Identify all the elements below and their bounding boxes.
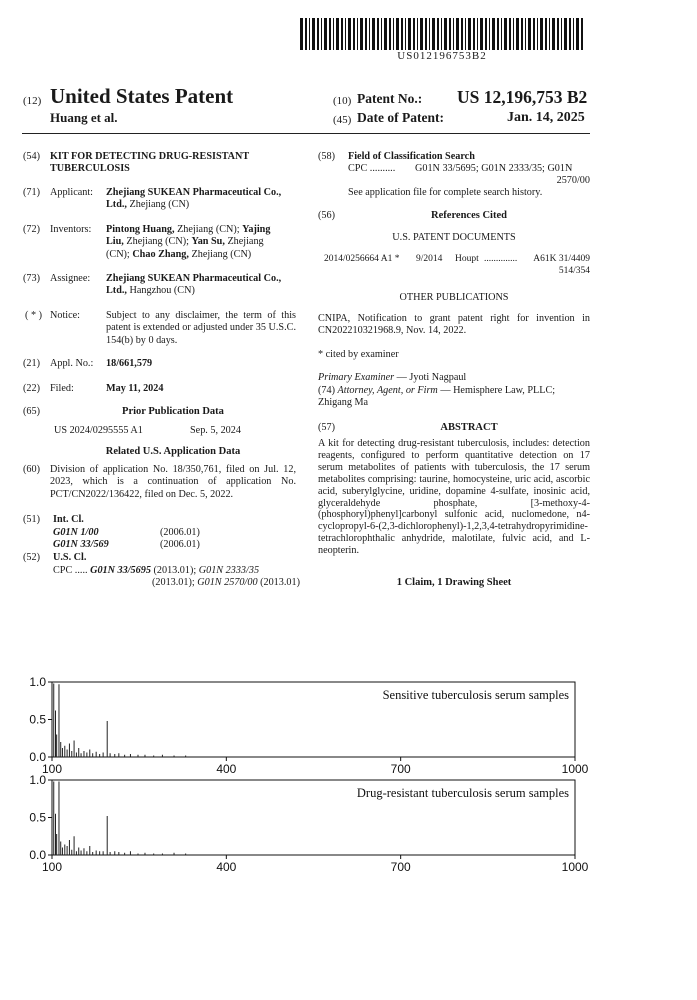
assignee-block bbox=[106, 273, 292, 298]
ref-date: 9/2014 bbox=[416, 254, 443, 264]
code-72: (72) bbox=[23, 224, 40, 235]
barcode-bar bbox=[345, 18, 346, 50]
related-app-title: Related U.S. Application Data bbox=[105, 446, 241, 457]
code-10: (10) bbox=[333, 95, 352, 107]
us-cpc-b-date: (2013.01); bbox=[151, 577, 195, 588]
x-tick-label: 400 bbox=[216, 762, 237, 776]
barcode-bar bbox=[485, 18, 487, 50]
barcode-bar bbox=[480, 18, 483, 50]
us-cpc-block-2 bbox=[120, 577, 300, 589]
prior-pub-date: Sep. 5, 2024 bbox=[190, 425, 241, 436]
barcode-bar bbox=[348, 18, 351, 50]
us-cpc-a-date: (2013.01); bbox=[153, 565, 197, 576]
barcode-bar bbox=[365, 18, 367, 50]
spectra-figure bbox=[0, 660, 697, 890]
filed-label: Filed: bbox=[50, 383, 74, 394]
barcode-bar bbox=[516, 18, 519, 50]
barcode-bar bbox=[504, 18, 507, 50]
patent-number: US 12,196,753 B2 bbox=[457, 87, 588, 107]
examiner-line bbox=[318, 372, 590, 384]
notice-code: ( * ) bbox=[25, 310, 42, 321]
inventor-2-loc: Zhejiang (CN); bbox=[126, 236, 189, 248]
us-cl-label: U.S. Cl. bbox=[53, 552, 87, 563]
field-search-title: Field of Classification Search bbox=[348, 151, 475, 162]
barcode bbox=[300, 18, 584, 50]
us-cpc-a: G01N 33/5695 bbox=[90, 565, 151, 576]
barcode-bar bbox=[492, 18, 495, 50]
barcode-bar bbox=[441, 18, 442, 50]
barcode-bar bbox=[537, 18, 538, 50]
barcode-bar bbox=[381, 18, 382, 50]
int-cl-1-date: (2006.01) bbox=[160, 527, 200, 538]
related-app-text: Division of application No. 18/350,761, filed on Jul. 12, 2023, which is a continuation of application No. PCT/CN2022/136422, filed on Dec. 5, 2022. bbox=[50, 464, 296, 500]
barcode-bar bbox=[489, 18, 490, 50]
barcode-bar bbox=[309, 18, 310, 50]
patent-title: United States Patent bbox=[50, 84, 234, 108]
barcode-bar bbox=[540, 18, 543, 50]
applicant-location: Zhejiang (CN) bbox=[129, 199, 190, 211]
assignee-label: Assignee: bbox=[50, 273, 91, 284]
x-tick-label: 700 bbox=[390, 860, 411, 874]
us-docs-title: U.S. PATENT DOCUMENTS bbox=[392, 232, 516, 243]
y-tick-label: 0.5 bbox=[29, 712, 46, 727]
barcode-bar bbox=[444, 18, 447, 50]
barcode-bar bbox=[473, 18, 475, 50]
ref-name: Houpt bbox=[455, 254, 479, 264]
invention-title: KIT FOR DETECTING DRUG-RESISTANT TUBERCULOSIS bbox=[50, 151, 249, 175]
code-52: (52) bbox=[23, 552, 40, 563]
barcode-bar bbox=[525, 18, 526, 50]
inventor-2-first: Yajing bbox=[242, 224, 271, 235]
barcode-bar bbox=[573, 18, 574, 50]
barcode-bar bbox=[312, 18, 315, 50]
barcode-bar bbox=[333, 18, 334, 50]
inventor-2-last: Liu, bbox=[106, 236, 124, 248]
abstract-text: A kit for detecting drug-resistant tuberculosis, includes: detection reagents, configured to perform quantitative detection on 17 serum metabolites of patients with tuberculosis, the 17 serum metabolites comprising: taurine, homocysteine, uric acid, ascorbic acid, suberylglycine, uridine, dopamine 4-sulfate, inosinic acid, glyceraldehyde phosphate, [3-methoxy-4-(phosphoryl)phenyl]carbonyl sulfonic acid, nuclomedone, n4-cyclopropyl-6-(2,3-dichlorophenyl)-1,2,3,4-tetrahydropyrimidine-tetrachlorophthalic anhydride, malotilate, fulvic acid, and L-neopterin. bbox=[318, 438, 590, 557]
y-tick-label: 0.0 bbox=[29, 750, 46, 764]
y-tick-label: 0.0 bbox=[29, 848, 46, 862]
y-tick-label: 1.0 bbox=[29, 773, 46, 787]
x-tick-label: 1000 bbox=[561, 860, 589, 874]
code-58: (58) bbox=[318, 151, 335, 162]
ref-class-1: A61K 31/4409 bbox=[533, 254, 590, 264]
int-cl-2-date: (2006.01) bbox=[160, 539, 200, 550]
barcode-bar bbox=[413, 18, 415, 50]
code-57: (57) bbox=[318, 422, 335, 433]
barcode-bar bbox=[321, 18, 322, 50]
applicant-block bbox=[106, 187, 292, 212]
date-label: Date of Patent: bbox=[357, 110, 444, 125]
barcode-bar bbox=[360, 18, 363, 50]
code-65: (65) bbox=[23, 406, 40, 417]
references-title: References Cited bbox=[431, 210, 507, 221]
us-cpc-b: G01N 2333/35 bbox=[198, 565, 260, 576]
barcode-bar bbox=[465, 18, 466, 50]
inventors-label: Inventors: bbox=[50, 224, 92, 235]
applicant-label: Applicant: bbox=[50, 187, 94, 198]
barcode-bar bbox=[305, 18, 307, 50]
barcode-bar bbox=[456, 18, 459, 50]
code-45: (45) bbox=[333, 114, 352, 126]
barcode-bar bbox=[581, 18, 583, 50]
field-cpc-line2: 2570/00 bbox=[556, 175, 590, 186]
header-rule bbox=[22, 133, 590, 134]
x-tick-label: 1000 bbox=[561, 762, 589, 776]
spectrum-panel-sensitive bbox=[29, 675, 588, 776]
barcode-bar bbox=[353, 18, 355, 50]
barcode-bar bbox=[329, 18, 331, 50]
barcode-bar bbox=[401, 18, 403, 50]
barcode-bar bbox=[369, 18, 370, 50]
appl-no-label: Appl. No.: bbox=[50, 358, 94, 369]
spectrum-panel-drug-resistant bbox=[29, 773, 588, 874]
examiner-label: Primary Examiner bbox=[318, 372, 395, 383]
field-cpc-line1: G01N 33/5695; G01N 2333/35; G01N bbox=[415, 163, 573, 174]
barcode-bar bbox=[429, 18, 430, 50]
barcode-bar bbox=[461, 18, 463, 50]
attorney-name: — Hemisphere Law, PLLC; Zhigang Ma bbox=[318, 385, 556, 409]
attorney-label: Attorney, Agent, or Firm bbox=[337, 385, 438, 396]
assignee-name: Zhejiang SUKEAN Pharmaceutical Co., Ltd., bbox=[106, 273, 282, 297]
us-cpc-c: G01N 2570/00 bbox=[197, 577, 258, 588]
barcode-bar bbox=[569, 18, 571, 50]
barcode-bar bbox=[357, 18, 358, 50]
code-73: (73) bbox=[23, 273, 40, 284]
barcode-bar bbox=[477, 18, 478, 50]
barcode-bar bbox=[453, 18, 454, 50]
us-cpc-label: CPC ..... bbox=[53, 565, 88, 576]
barcode-bar bbox=[336, 18, 339, 50]
inventor-3-country: (CN); bbox=[106, 248, 130, 260]
appl-no-value: 18/661,579 bbox=[106, 358, 153, 369]
barcode-bar bbox=[393, 18, 394, 50]
code-56: (56) bbox=[318, 210, 335, 221]
barcode-bar bbox=[509, 18, 511, 50]
barcode-bar bbox=[425, 18, 427, 50]
barcode-bar bbox=[405, 18, 406, 50]
authors: Huang et al. bbox=[50, 110, 118, 125]
barcode-bar bbox=[384, 18, 387, 50]
barcode-bar bbox=[341, 18, 343, 50]
barcode-bar bbox=[552, 18, 555, 50]
barcode-bar bbox=[557, 18, 559, 50]
attorney-block bbox=[318, 385, 590, 410]
x-tick-label: 100 bbox=[41, 860, 63, 874]
patent-no-label: Patent No.: bbox=[357, 91, 423, 106]
prior-pub-number: US 2024/0295555 A1 bbox=[54, 425, 143, 436]
ref-number: 2014/0256664 A1 * bbox=[324, 254, 400, 264]
barcode-bar bbox=[521, 18, 523, 50]
barcode-bar bbox=[533, 18, 535, 50]
barcode-bar bbox=[561, 18, 562, 50]
code-54: (54) bbox=[23, 151, 40, 162]
other-pub-title: OTHER PUBLICATIONS bbox=[399, 292, 509, 303]
barcode-bar bbox=[417, 18, 418, 50]
barcode-bar bbox=[564, 18, 567, 50]
barcode-bar bbox=[300, 18, 303, 50]
panel-title: Sensitive tuberculosis serum samples bbox=[382, 688, 569, 702]
inventor-4-loc: Zhejiang (CN) bbox=[191, 248, 252, 260]
prior-publication-title: Prior Publication Data bbox=[122, 406, 224, 417]
applicant-name: Zhejiang SUKEAN Pharmaceutical Co., Ltd., bbox=[106, 187, 282, 211]
y-tick-label: 0.5 bbox=[29, 810, 46, 825]
y-tick-label: 1.0 bbox=[29, 675, 46, 689]
barcode-bar bbox=[389, 18, 391, 50]
inventor-1-loc: Zhejiang (CN); bbox=[177, 224, 240, 235]
barcode-bar bbox=[576, 18, 579, 50]
barcode-bar bbox=[545, 18, 547, 50]
inventor-1: Pintong Huang, bbox=[106, 224, 175, 235]
inventor-3: Yan Su, bbox=[191, 236, 225, 248]
inventor-4: Chao Zhang, bbox=[132, 248, 189, 260]
barcode-bar bbox=[317, 18, 319, 50]
barcode-bar bbox=[324, 18, 327, 50]
barcode-bar bbox=[396, 18, 399, 50]
cited-by-examiner: * cited by examiner bbox=[318, 349, 399, 360]
code-21: (21) bbox=[23, 358, 40, 369]
code-71: (71) bbox=[23, 187, 40, 198]
barcode-bar bbox=[449, 18, 451, 50]
code-22: (22) bbox=[23, 383, 40, 394]
x-tick-label: 700 bbox=[390, 762, 411, 776]
us-cpc-c-date: (2013.01) bbox=[260, 577, 300, 588]
barcode-bar bbox=[501, 18, 502, 50]
barcode-bar bbox=[437, 18, 439, 50]
abstract-title: ABSTRACT bbox=[440, 422, 498, 433]
field-see: See application file for complete search history. bbox=[348, 187, 543, 198]
ref-dots: .............. bbox=[484, 254, 518, 264]
inventors-block bbox=[106, 224, 296, 261]
code-51: (51) bbox=[23, 514, 40, 525]
claims-summary: 1 Claim, 1 Drawing Sheet bbox=[396, 577, 512, 588]
x-tick-label: 100 bbox=[41, 762, 63, 776]
barcode-bar bbox=[372, 18, 375, 50]
barcode-bar bbox=[468, 18, 471, 50]
barcode-bar bbox=[408, 18, 411, 50]
panel-title: Drug-resistant tuberculosis serum samples bbox=[356, 786, 569, 800]
barcode-bars bbox=[300, 18, 584, 50]
notice-text: Subject to any disclaimer, the term of this patent is extended or adjusted under 35 U.S.C. 154(b) by 0 days. bbox=[106, 310, 296, 346]
us-cpc-block bbox=[53, 565, 298, 577]
code-74: (74) bbox=[318, 385, 335, 396]
barcode-bar bbox=[497, 18, 499, 50]
barcode-bar bbox=[432, 18, 435, 50]
code-12: (12) bbox=[23, 95, 42, 107]
barcode-bar bbox=[549, 18, 550, 50]
barcode-bar bbox=[513, 18, 514, 50]
ref-class-2: 514/354 bbox=[558, 266, 590, 276]
barcode-bar bbox=[420, 18, 423, 50]
int-cl-label: Int. Cl. bbox=[53, 514, 84, 525]
assignee-location: Hangzhou (CN) bbox=[129, 285, 195, 297]
field-cpc-label: CPC .......... bbox=[348, 163, 396, 174]
code-60: (60) bbox=[23, 464, 40, 475]
patent-date: Jan. 14, 2025 bbox=[507, 110, 585, 125]
barcode-bar bbox=[528, 18, 531, 50]
filed-value: May 11, 2024 bbox=[106, 383, 164, 394]
barcode-number: US012196753B2 bbox=[397, 50, 487, 62]
x-tick-label: 400 bbox=[216, 860, 237, 874]
barcode-bar bbox=[377, 18, 379, 50]
other-pub-text: CNIPA, Notification to grant patent right for invention in CN202210321968.9, Nov. 14, 2022. bbox=[318, 313, 590, 337]
int-cl-2: G01N 33/569 bbox=[53, 539, 109, 550]
examiner-name: — Jyoti Nagpaul bbox=[396, 372, 467, 383]
notice-label: Notice: bbox=[50, 310, 80, 321]
int-cl-1: G01N 1/00 bbox=[53, 527, 99, 538]
inventor-3-loc: Zhejiang bbox=[227, 236, 264, 248]
